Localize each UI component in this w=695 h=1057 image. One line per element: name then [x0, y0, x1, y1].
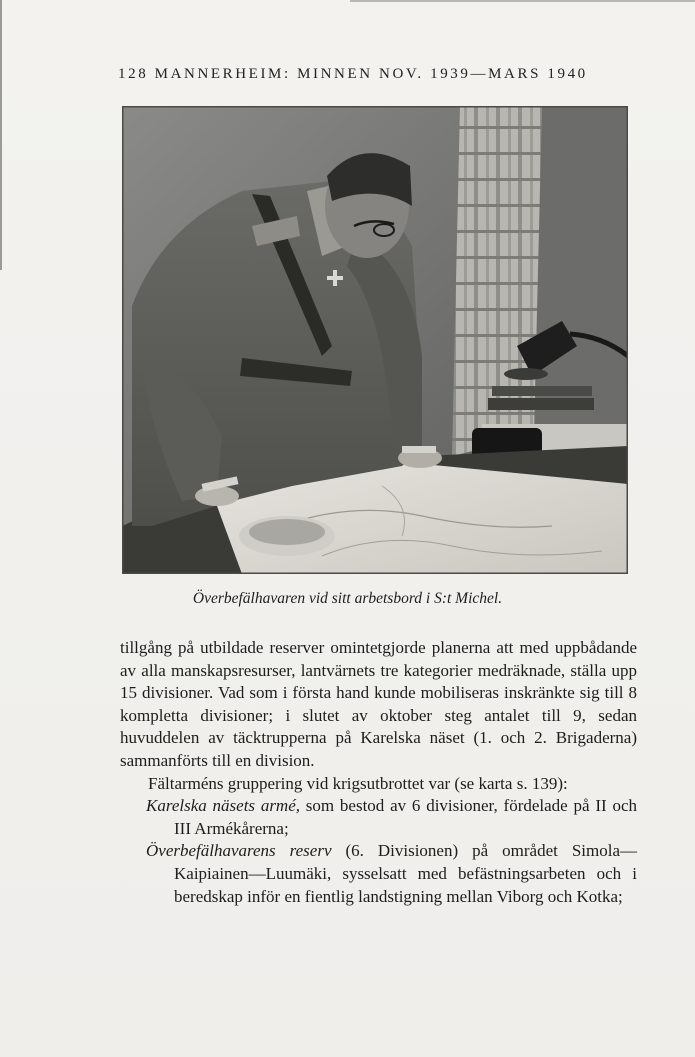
- list-item: [120, 840, 637, 908]
- photo-caption: Överbefälhavaren vid sitt arbetsbord i S:t Michel.: [192, 590, 503, 607]
- list-item-term: Överbefälhavarens reserv: [146, 841, 332, 861]
- list-item-term: Karelska näsets armé,: [146, 796, 301, 816]
- list-item: [120, 795, 637, 840]
- running-head: 128 MANNERHEIM: MINNEN NOV. 1939—MARS 1940: [118, 66, 588, 82]
- list-item-text: som bestod av 6 divisioner, fördelade på II och III Armékårerna;: [174, 796, 637, 838]
- photograph: [122, 106, 628, 574]
- page-top-edge: [350, 0, 695, 2]
- body-text: [120, 637, 637, 908]
- page-edge-shadow: [0, 0, 2, 270]
- photograph-icon: [122, 106, 628, 574]
- paragraph: Fältarméns gruppering vid krigsutbrottet var (se karta s. 139):: [148, 773, 568, 793]
- list-item-text: (6. Divisionen) på området Simola—Kaipiainen—Luumäki, sysselsatt med befästningsarbeten och i beredskap inför en fientlig landstigning mellan Viborg och Kotka;: [174, 841, 637, 906]
- paragraph: tillgång på utbildade reserver omintetgjorde planerna att med uppbådande av alla manskapsresurser, lantvärnets tre kategorier medräknade, ställa upp 15 divisioner. Vad som i första hand kunde mobiliseras inskränkte sig till 8 kompletta divisioner; i slutet av oktober steg antalet till 9, sedan huvuddelen av täcktrupperna på Karelska näset (1. och 2. Brigaderna) sammanförts till en division.: [120, 638, 637, 770]
